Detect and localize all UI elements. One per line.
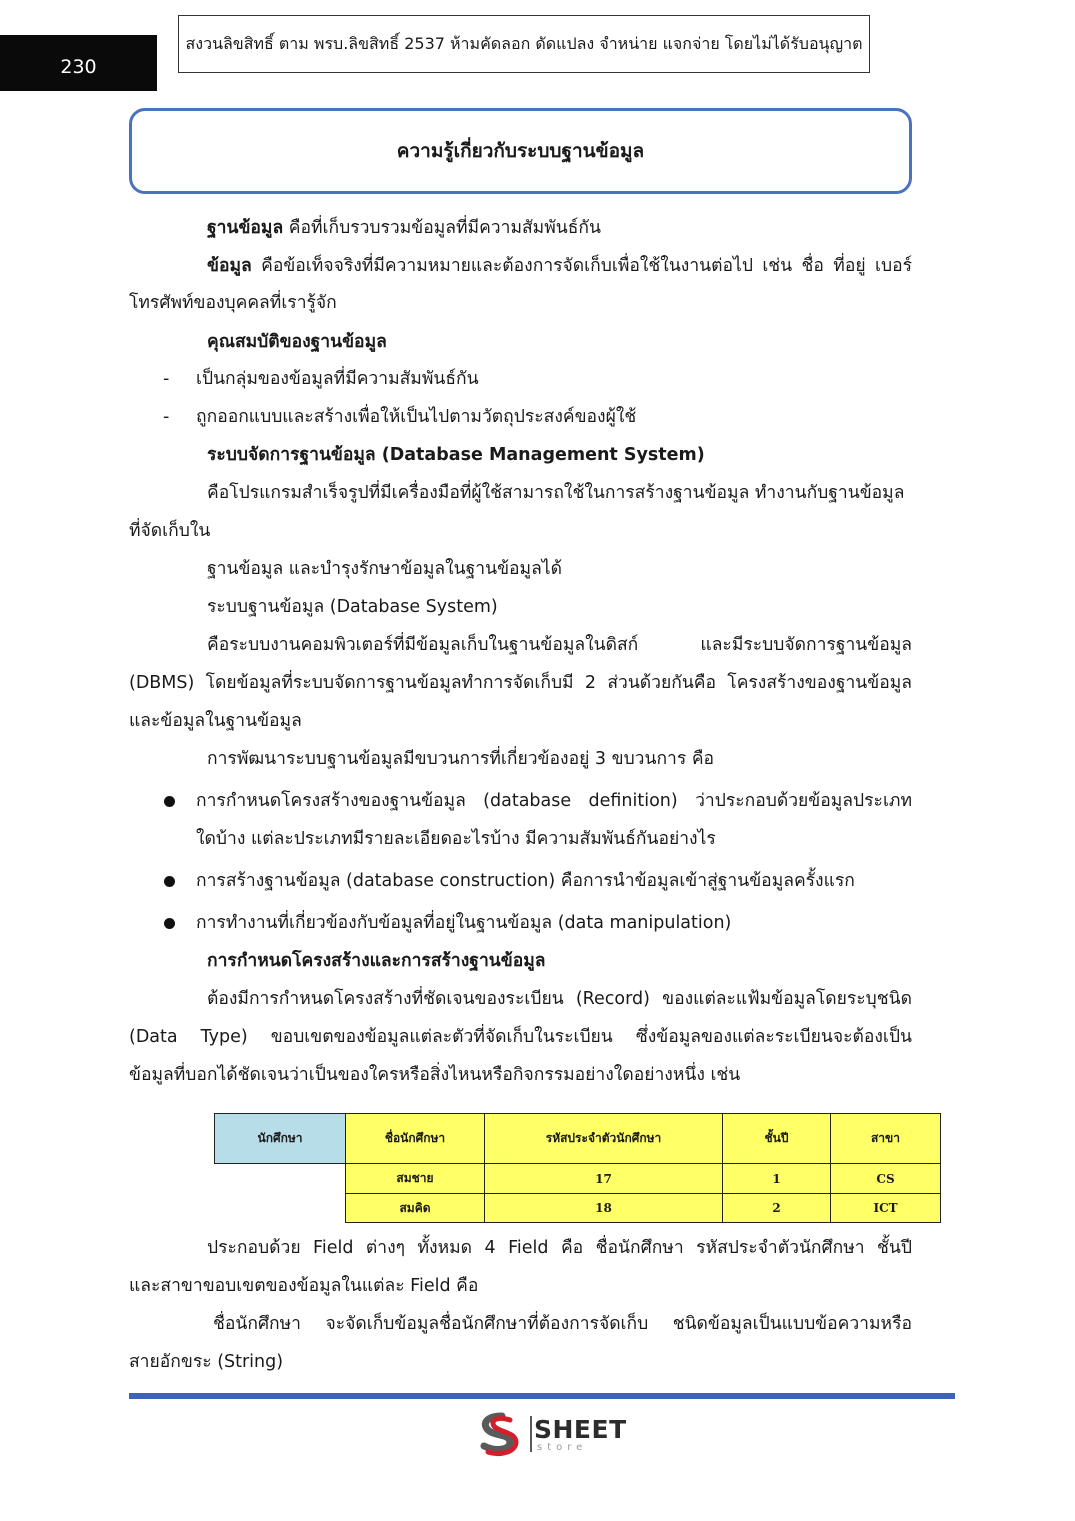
table-header-cell: ชื่อนักศึกษา (346, 1114, 485, 1164)
table-cell: 1 (723, 1164, 831, 1194)
bullet-marker (164, 876, 175, 887)
table-header-row (215, 1114, 941, 1164)
table-header-cell: สาขา (831, 1114, 941, 1164)
table-cell: สมคิด (346, 1194, 485, 1223)
dash-marker: - (163, 407, 170, 427)
bullet-marker (164, 918, 175, 929)
paragraph-line: ชื่อนักศึกษา จะจัดเก็บข้อมูลชื่อนักศึกษาที่ต้องการจัดเก็บ ชนิดข้อมูลเป็นแบบข้อความหรือ (213, 1314, 912, 1334)
table-row (215, 1194, 941, 1223)
page-number: 230 (0, 35, 157, 91)
paragraph-line: (DBMS) โดยข้อมูลที่ระบบจัดการฐานข้อมูลทำการจัดเก็บมี 2 ส่วนด้วยกันคือ โครงสร้างของฐานข้อมูล (129, 673, 912, 693)
paragraph-line: ข้อมูลที่บอกได้ชัดเจนว่าเป็นของใครหรือสิ่งไหนหรือกิจกรรมอย่างใดอย่างหนึ่ง เช่น (129, 1065, 741, 1085)
paragraph-line: ประกอบด้วย Field ต่างๆ ทั้งหมด 4 Field คือ ชื่อนักศึกษา รหัสประจำตัวนักศึกษา ชั้นปี (207, 1238, 912, 1258)
definition-text: คือที่เก็บรวบรวมข้อมูลที่มีความสัมพันธ์กัน (283, 218, 601, 238)
section-title: ความรู้เกี่ยวกับระบบฐานข้อมูล (129, 108, 912, 194)
heading-database-system: ระบบฐานข้อมูล (Database System) (207, 597, 498, 617)
paragraph-line: และสาขาขอบเขตของข้อมูลในแต่ละ Field คือ (129, 1276, 479, 1296)
term-database: ฐานข้อมูล (207, 218, 284, 238)
paragraph-line: ฐานข้อมูล และบำรุงรักษาข้อมูลในฐานข้อมูลได้ (207, 559, 562, 579)
term-data: ข้อมูล (207, 256, 252, 276)
table-empty-cell (215, 1194, 346, 1223)
paragraph-line: (Data Type) ขอบเขตของข้อมูลแต่ละตัวที่จัดเก็บในระเบียน ซึ่งข้อมูลของแต่ละระเบียนจะต้องเป็น (129, 1027, 912, 1047)
paragraph-line: สายอักขระ (String) (129, 1352, 284, 1372)
heading-structure: การกำหนดโครงสร้างและการสร้างฐานข้อมูล (207, 951, 546, 971)
logo-text: SHEET (534, 1415, 627, 1444)
footer-rule (129, 1393, 955, 1399)
paragraph-line: ต้องมีการกำหนดโครงสร้างที่ชัดเจนของระเบียน (Record) ของแต่ละแฟ้มข้อมูลโดยระบุชนิด (207, 989, 912, 1009)
list-item: การกำหนดโครงสร้างของฐานข้อมูล (database definition) ว่าประกอบด้วยข้อมูลประเภท (196, 791, 912, 811)
paragraph-data-definition (129, 247, 912, 285)
heading-properties: คุณสมบัติของฐานข้อมูล (207, 332, 387, 352)
dash-marker: - (163, 369, 170, 389)
paragraph-database-definition (129, 209, 912, 247)
paragraph-development: การพัฒนาระบบฐานข้อมูลมีขบวนการที่เกี่ยวข้องอยู่ 3 ขบวนการ คือ (207, 749, 715, 769)
table-cell: 2 (723, 1194, 831, 1223)
paragraph-line: คือระบบงานคอมพิวเตอร์ที่มีข้อมูลเก็บในฐานข้อมูลในดิสก์ และมีระบบจัดการฐานข้อมูล (207, 635, 912, 655)
heading-dbms: ระบบจัดการฐานข้อมูล (Database Management System) (207, 445, 705, 465)
list-item-continued: ใดบ้าง แต่ละประเภทมีรายละเอียดอะไรบ้าง มีความสัมพันธ์กันอย่างไร (196, 829, 716, 849)
table-row (215, 1164, 941, 1194)
list-item: เป็นกลุ่มของข้อมูลที่มีความสัมพันธ์กัน (196, 369, 479, 389)
logo-subtext: store (537, 1442, 588, 1453)
paragraph-line: และข้อมูลในฐานข้อมูล (129, 711, 302, 731)
bullet-marker (164, 796, 175, 807)
table-header-cell: รหัสประจำตัวนักศึกษา (485, 1114, 723, 1164)
table-header-cell: ชั้นปี (723, 1114, 831, 1164)
list-item: ถูกออกแบบและสร้างเพื่อให้เป็นไปตามวัตถุประสงค์ของผู้ใช้ (196, 407, 637, 427)
list-item: การสร้างฐานข้อมูล (database construction) คือการนำข้อมูลเข้าสู่ฐานข้อมูลครั้งแรก (196, 871, 855, 891)
table-cell: 18 (485, 1194, 723, 1223)
paragraph-line: โทรศัพท์ของบุคคลที่เรารู้จัก (129, 293, 337, 313)
table-empty-cell (215, 1164, 346, 1194)
table-cell: ICT (831, 1194, 941, 1223)
table-cell: 17 (485, 1164, 723, 1194)
copyright-notice: สงวนลิขสิทธิ์ ตาม พรบ.ลิขสิทธิ์ 2537 ห้ามคัดลอก ดัดแปลง จำหน่าย แจกจ่าย โดยไม่ได้รับอนุญาต (178, 15, 870, 73)
table-header-cell: นักศึกษา (215, 1114, 346, 1164)
table-cell: CS (831, 1164, 941, 1194)
table-cell: สมชาย (346, 1164, 485, 1194)
paragraph-line: ที่จัดเก็บใน (129, 521, 211, 541)
paragraph-line: คือโปรแกรมสำเร็จรูปที่มีเครื่องมือที่ผู้ใช้สามารถใช้ในการสร้างฐานข้อมูล ทำงานกับฐานข้อมูล (207, 483, 905, 503)
list-item: การทำงานที่เกี่ยวข้องกับข้อมูลที่อยู่ในฐานข้อมูล (data manipulation) (196, 913, 732, 933)
student-table (214, 1113, 941, 1223)
definition-text: คือข้อเท็จจริงที่มีความหมายและต้องการจัดเก็บเพื่อใช้ในงานต่อไป เช่น ชื่อ ที่อยู่ เบอร์ (251, 256, 912, 276)
